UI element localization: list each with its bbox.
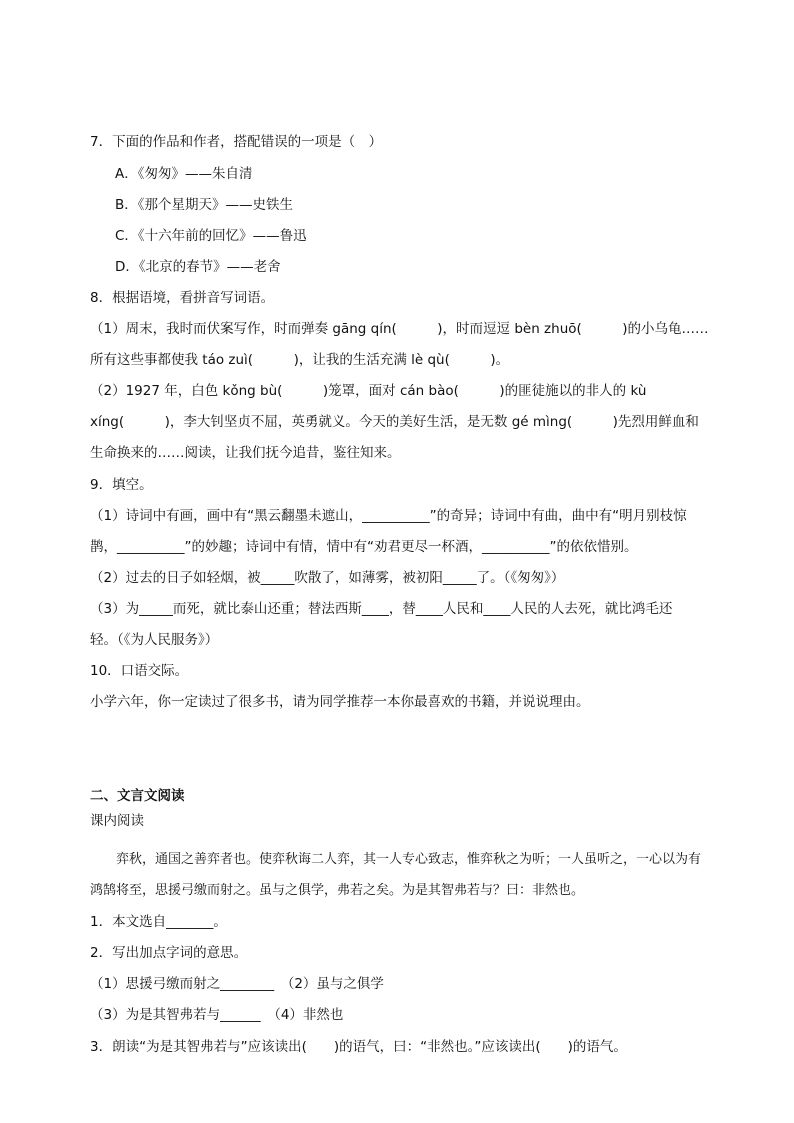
q9-part1-line2: 鹊，__________”的妙趣；诗词中有情，情中有“劝君更尽一杯酒，__________”的依依惜别。 — [90, 539, 638, 555]
q9-part2: （2）过去的日子如轻烟，被_____吹散了，如薄雾，被初阳_____了。（《匆匆》） — [90, 570, 565, 586]
q7-stem: 7．下面的作品和作者，搭配错误的一项是（ ） — [90, 134, 383, 150]
q8-stem: 8．根据语境，看拼音写词语。 — [90, 290, 275, 306]
q8-part1-line2: 所有这些事都使我 táo zuì( )，让我的生活充满 lè qù( )。 — [90, 352, 510, 368]
q7-option-a: A．《匆匆》——朱自清 — [115, 166, 253, 182]
q7-option-d: D．《北京的春节》——老舍 — [115, 259, 281, 275]
section2-title: 二、文言文阅读 — [90, 788, 185, 804]
q8-part2-line2: xíng( )，李大钊坚贞不屈，英勇就义。今天的美好生活，是无数 gé mìng( )先烈用鲜血和 — [90, 414, 699, 430]
s2-q2-row1: （1）思援弓缴而射之________ （2）虽与之俱学 — [90, 976, 384, 992]
q8-part2-line1: （2）1927 年，白色 kǒng bù( )笼罩，面对 cán bào( )的匪徒施以的非人的 kù — [90, 383, 647, 399]
q7-option-c: C．《十六年前的回忆》——鲁迅 — [115, 228, 307, 244]
s2-q2-row2: （3）为是其智弗若与______ （4）非然也 — [90, 1007, 344, 1023]
q9-stem: 9．填空。 — [90, 477, 153, 493]
q9-part3-line1: （3）为_____而死，就比泰山还重；替法西斯____，替____人民和____人民的人去死，就比鸿毛还 — [90, 601, 673, 617]
q8-part1-line1: （1）周末，我时而伏案写作，时而弹奏 gāng qín( )，时而逗逗 bèn zhuō( )的小乌龟…… — [90, 321, 709, 337]
q10-body: 小学六年，你一定读过了很多书，请为同学推荐一本你最喜欢的书籍，并说说理由。 — [90, 694, 590, 710]
q9-part3-line2: 轻。（《为人民服务》） — [90, 632, 219, 648]
q9-part1-line1: （1）诗词中有画，画中有“黑云翻墨未遮山，__________”的奇异；诗词中有曲，曲中有“明月别枝惊 — [90, 508, 687, 524]
q10-stem: 10．口语交际。 — [90, 663, 189, 679]
s2-q2-stem: 2．写出加点字词的意思。 — [90, 945, 248, 961]
classical-passage: 弈秋，通国之善弈者也。使弈秋诲二人弈，其一人专心致志，惟弈秋之为听；一人虽听之，一心以为有鸿鹄将至，思援弓缴而射之。虽与之俱学，弗若之矣。为是其智弗若与？曰：非然也。 — [90, 852, 702, 898]
s2-q3: 3．朗读“为是其智弗若与”应该读出( )的语气，曰：“非然也。”应该读出( )的语气。 — [90, 1039, 627, 1055]
q8-part2-line3: 生命换来的……阅读，让我们抚今追昔，鉴往知来。 — [90, 445, 401, 461]
q7-option-b: B．《那个星期天》——史铁生 — [115, 197, 294, 213]
s2-q1: 1．本文选自_______。 — [90, 914, 227, 930]
section2-subtitle: 课内阅读 — [90, 813, 144, 829]
